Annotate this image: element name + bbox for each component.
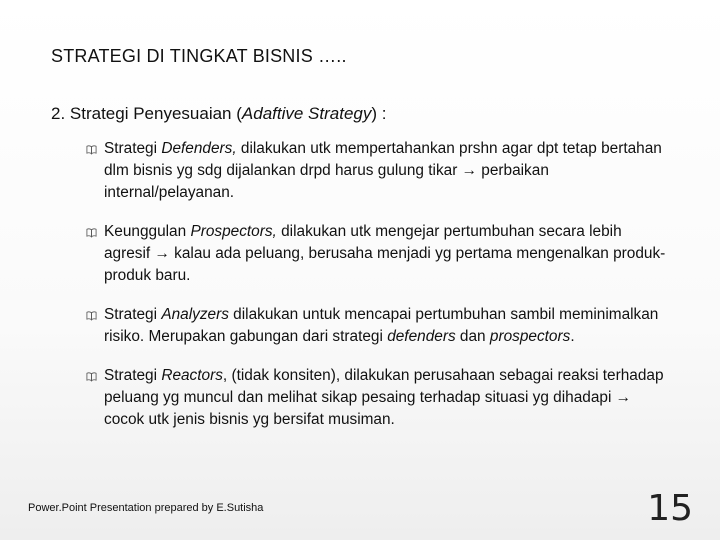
item-text: Analyzers	[161, 306, 229, 323]
bullet-list	[86, 138, 666, 448]
item-text: defenders	[387, 328, 456, 345]
item-text: Strategi	[104, 306, 162, 323]
arrow-icon: →	[154, 245, 170, 262]
list-item	[86, 304, 666, 348]
item-text: perbaikan internal/pelayanan.	[104, 162, 549, 201]
list-item	[86, 365, 666, 431]
item-text: dilakukan utk mempertahankan prshn agar dpt tetap bertahan dlm bisnis yg sdg dijalankan drpd harus gulung tikar	[104, 140, 662, 179]
page-number: 15	[647, 488, 693, 529]
item-text: , (tidak konsiten), dilakukan perusahaan sebagai reaksi terhadap peluang yg muncul dan melihat sikap pesaing terhadap situasi yg dihadapi	[104, 367, 664, 406]
footer-credit: Power.Point Presentation prepared by E.Sutisha	[28, 502, 264, 514]
item-text: Strategi	[104, 140, 162, 157]
item-text: Strategi	[104, 367, 162, 384]
slide-title: STRATEGI DI TINGKAT BISNIS …..	[51, 46, 347, 66]
item-text: Defenders,	[161, 140, 237, 157]
open-book-icon	[86, 227, 97, 238]
item-text: dilakukan untuk mencapai pertumbuhan sambil meminimalkan risiko. Merupakan gabungan dari strategi	[104, 306, 659, 345]
item-text: Keunggulan	[104, 223, 191, 240]
item-text: prospectors	[489, 328, 571, 345]
item-text: dan	[455, 328, 490, 345]
item-text: Reactors	[161, 367, 223, 384]
arrow-icon: →	[615, 389, 632, 406]
section-heading-prefix: 2. Strategi Penyesuaian (	[51, 104, 242, 123]
list-item	[86, 221, 666, 287]
section-heading-suffix: ) :	[371, 104, 387, 123]
item-text: cocok utk jenis bisnis yg bersifat musiman.	[104, 411, 395, 428]
section-heading-italic: Adaftive Strategy	[241, 104, 372, 123]
item-text: .	[570, 328, 575, 345]
section-heading	[51, 104, 386, 124]
arrow-icon: →	[461, 162, 477, 179]
item-text: dilakukan utk mengejar pertumbuhan secara lebih agresif	[104, 223, 622, 262]
list-item	[86, 138, 666, 204]
open-book-icon	[86, 144, 97, 155]
item-text: Prospectors,	[190, 223, 277, 240]
open-book-icon	[86, 371, 97, 382]
item-text: kalau ada peluang, berusaha menjadi yg pertama mengenalkan produk-produk baru.	[104, 245, 666, 284]
open-book-icon	[86, 310, 97, 321]
